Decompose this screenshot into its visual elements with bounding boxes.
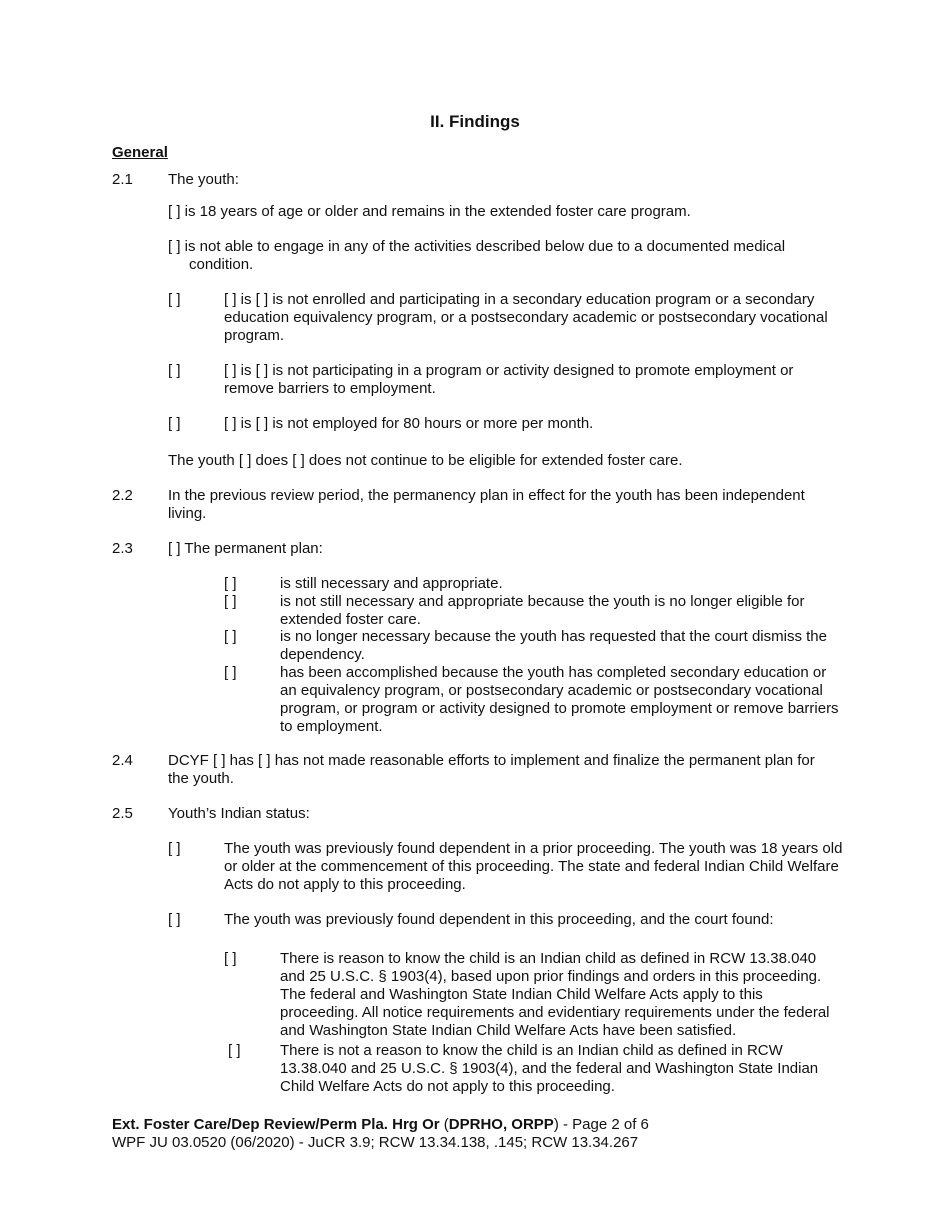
reason-to-know-text: There is reason to know the child is an Indian child as defined in RCW 13.38.040 and 25 U.S.C. § 1903(4), based upon prior findings and orders in this proceeding. The federal and Washington State Indian Child Welfare Acts apply to this proceeding. All notice requirements and evidentiary requirements under the federal and Washington State Indian Child Welfare Acts have been satisfied. bbox=[280, 950, 830, 1039]
checkbox-education[interactable]: [ ] bbox=[168, 291, 181, 308]
footer-form-title bbox=[112, 1116, 649, 1134]
general-label: General bbox=[112, 144, 168, 161]
indian-status-intro: Youth’s Indian status: bbox=[168, 805, 310, 822]
footer-code-bold: DPRHO, ORPP bbox=[448, 1116, 554, 1133]
checkbox-employed-80-hours[interactable]: [ ] bbox=[168, 415, 181, 432]
prior-proceeding-text: The youth was previously found dependent in a prior proceeding. The youth was 18 years old or older at the commencement of this proceeding. The state and federal Indian Child Welfare Acts do not apply to this proceeding. bbox=[224, 840, 843, 893]
item-number-2-4: 2.4 bbox=[112, 752, 133, 769]
checkbox-no-reason-to-know[interactable]: [ ] bbox=[228, 1042, 241, 1059]
checkbox-this-proceeding[interactable]: [ ] bbox=[168, 911, 181, 928]
item-number-2-2: 2.2 bbox=[112, 487, 133, 504]
footer-title-bold: Ext. Foster Care/Dep Review/Perm Pla. Hrg Or bbox=[112, 1116, 440, 1133]
footer-page-number: ) - Page 2 of 6 bbox=[553, 1116, 649, 1133]
checkbox-plan-not-necessary[interactable]: [ ] bbox=[224, 593, 237, 610]
this-proceeding-text: The youth was previously found dependent in this proceeding, and the court found: bbox=[224, 911, 774, 928]
employed-80-hours-text: [ ] is [ ] is not employed for 80 hours or more per month. bbox=[224, 415, 594, 432]
plan-accomplished-text: has been accomplished because the youth has completed secondary education or an equivalency program, or postsecondary academic or postsecondary vocational program, or program or activity designed to promote employment or remove barriers to employment. bbox=[280, 664, 839, 735]
youth-intro: The youth: bbox=[168, 171, 239, 188]
checkbox-prior-proceeding[interactable]: [ ] bbox=[168, 840, 181, 857]
checkbox-plan-necessary[interactable]: [ ] bbox=[224, 575, 237, 592]
employment-program-text: [ ] is [ ] is not participating in a program or activity designed to promote employment or remove barriers to employment. bbox=[224, 362, 794, 397]
option-medical-condition[interactable]: [ ] is not able to engage in any of the activities described below due to a documented medical bbox=[168, 238, 786, 255]
checkbox-dismiss-dependency[interactable]: [ ] bbox=[224, 628, 237, 645]
item-number-2-3: 2.3 bbox=[112, 540, 133, 557]
plan-not-necessary-text: is not still necessary and appropriate because the youth is no longer eligible for extended foster care. bbox=[280, 593, 805, 628]
section-heading: II. Findings bbox=[430, 112, 520, 131]
footer-form-citation: WPF JU 03.0520 (06/2020) - JuCR 3.9; RCW 13.34.138, .145; RCW 13.34.267 bbox=[112, 1134, 639, 1151]
reasonable-efforts-statement: DCYF [ ] has [ ] has not made reasonable efforts to implement and finalize the permanent plan for the youth. bbox=[168, 752, 815, 787]
item-number-2-5: 2.5 bbox=[112, 805, 133, 822]
checkbox-reason-to-know[interactable]: [ ] bbox=[224, 950, 237, 967]
dismiss-dependency-text: is no longer necessary because the youth has requested that the court dismiss the dependency. bbox=[280, 628, 827, 663]
permanency-plan-statement: In the previous review period, the permanency plan in effect for the youth has been independent living. bbox=[168, 487, 805, 522]
option-medical-condition-cont: condition. bbox=[189, 256, 254, 273]
eligibility-statement: The youth [ ] does [ ] does not continue to be eligible for extended foster care. bbox=[168, 452, 683, 469]
education-status-text: [ ] is [ ] is not enrolled and participating in a secondary education program or a secondary education equivalency program, or a postsecondary academic or postsecondary vocational program. bbox=[224, 291, 828, 344]
checkbox-employment-program[interactable]: [ ] bbox=[168, 362, 181, 379]
footer-open-paren: ( bbox=[439, 1116, 449, 1133]
option-age-extended-care[interactable]: [ ] is 18 years of age or older and remains in the extended foster care program. bbox=[168, 203, 691, 220]
no-reason-to-know-text: There is not a reason to know the child is an Indian child as defined in RCW 13.38.040 and 25 U.S.C. § 1903(4), and the federal and Washington State Indian Child Welfare Acts do not apply to this proceeding. bbox=[280, 1042, 819, 1095]
permanent-plan-intro[interactable]: [ ] The permanent plan: bbox=[168, 540, 323, 557]
item-number-2-1: 2.1 bbox=[112, 171, 133, 188]
plan-necessary-text: is still necessary and appropriate. bbox=[280, 575, 503, 592]
checkbox-plan-accomplished[interactable]: [ ] bbox=[224, 664, 237, 681]
